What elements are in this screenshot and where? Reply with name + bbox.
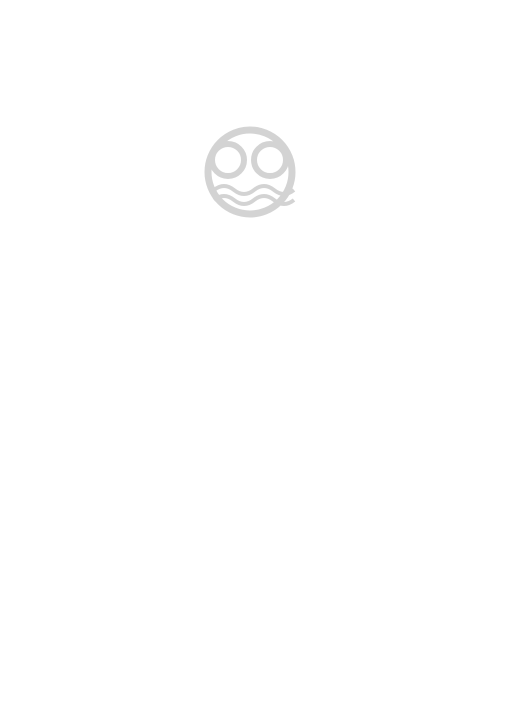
mdeq-watermark <box>208 130 294 214</box>
footer-watermark-strip <box>0 700 517 715</box>
